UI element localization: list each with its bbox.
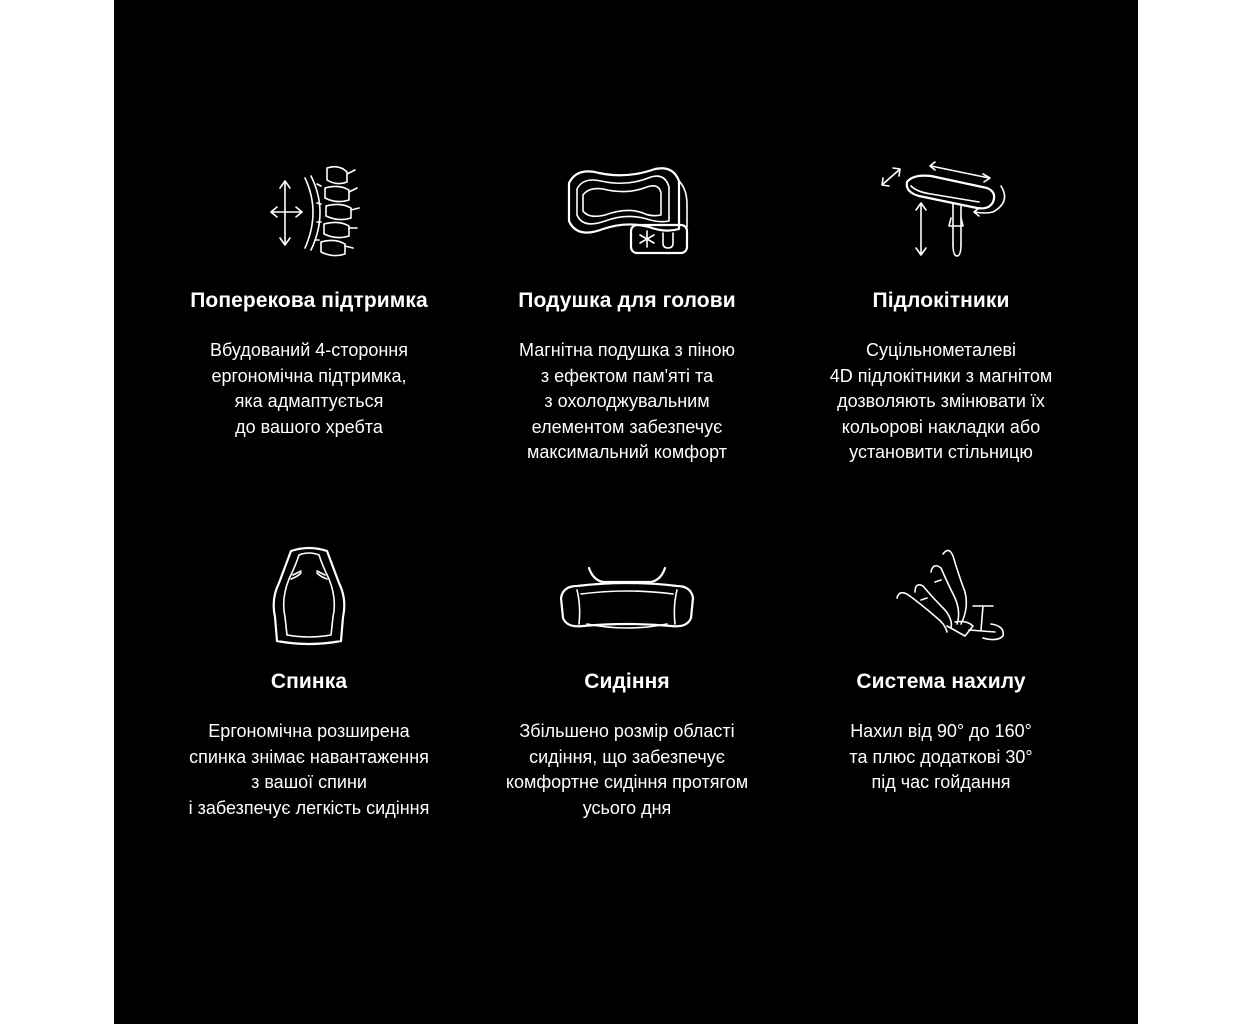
desc-line: кольорові накладки або — [841, 416, 1041, 437]
desc-line: Суцільнометалеві — [865, 340, 1017, 360]
desc-line: елементом забезпечує — [531, 416, 723, 437]
desc-line: 4D підлокітники з магнітом — [829, 365, 1053, 386]
feature-description — [467, 719, 787, 821]
seat-icon — [547, 550, 707, 660]
desc-line: Магнітна подушка з піною — [519, 340, 735, 360]
feature-description — [149, 338, 469, 440]
desc-line: і забезпечує легкість сидіння — [188, 797, 430, 818]
feature-title: Система нахилу — [856, 670, 1026, 693]
feature-title: Підлокітники — [872, 289, 1010, 312]
desc-line: з вашої спини — [251, 772, 367, 793]
spine-icon — [229, 160, 389, 270]
desc-line: яка адмаптується — [234, 391, 384, 412]
desc-line: спинка знімає навантаження — [189, 746, 429, 767]
chair-back-icon — [229, 543, 389, 653]
desc-line: до вашого хребта — [235, 416, 383, 437]
feature-title: Спинка — [270, 670, 348, 693]
feature-description — [149, 719, 469, 821]
desc-line: Вбудований 4-стороння — [210, 340, 408, 360]
feature-description — [467, 338, 787, 466]
desc-line: Нахил від 90° до 160° — [850, 721, 1032, 741]
tilt-system-icon — [861, 542, 1021, 652]
desc-line: та плюс додаткові 30° — [849, 746, 1033, 767]
head-pillow-icon — [547, 155, 707, 265]
desc-line: максимальний комфорт — [527, 442, 727, 463]
feature-description — [781, 338, 1101, 466]
features-panel — [114, 0, 1138, 1024]
desc-line: сидіння, що забезпечує — [529, 746, 725, 767]
desc-line: з ефектом пам'яті та — [540, 365, 714, 386]
desc-line: ергономічна підтримка, — [211, 365, 407, 386]
desc-line: Збільшено розмір області — [519, 721, 735, 741]
desc-line: Ергономічна розширена — [208, 721, 410, 741]
feature-description — [781, 719, 1101, 796]
desc-line: дозволяють змінювати їх — [837, 391, 1045, 412]
desc-line: комфортне сидіння протягом — [505, 772, 749, 793]
feature-title: Сидіння — [584, 670, 670, 693]
armrest-icon — [861, 158, 1021, 268]
feature-title: Подушка для голови — [518, 289, 736, 312]
desc-line: усього дня — [582, 797, 672, 818]
feature-title: Поперекова підтримка — [190, 289, 428, 312]
desc-line: з охолоджувальним — [544, 391, 710, 412]
desc-line: установити стільницю — [849, 442, 1033, 463]
desc-line: під час гойдання — [871, 772, 1011, 793]
